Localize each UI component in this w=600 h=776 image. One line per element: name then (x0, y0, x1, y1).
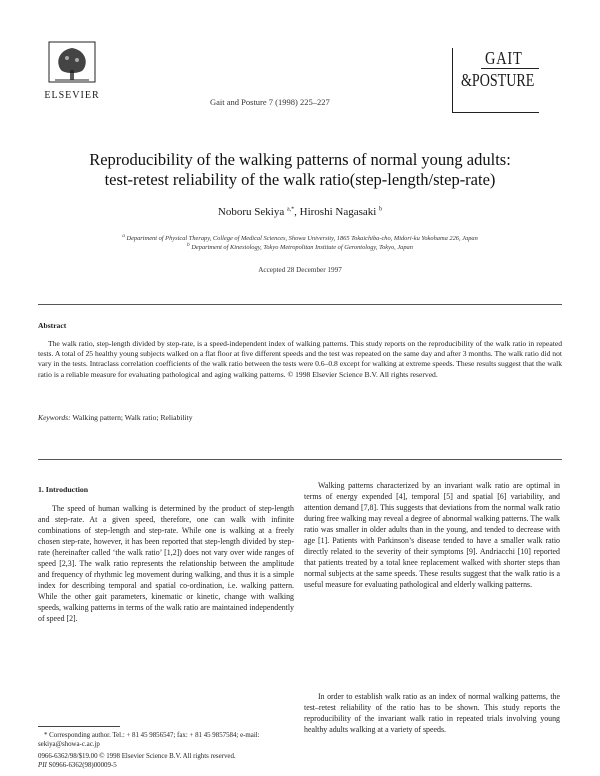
journal-logo-divider (481, 68, 539, 69)
abstract-text: The walk ratio, step-length divided by step-rate, is a speed-independent index of walking patterns. This study reports on the reproducibility of the walk ratio in repeated tests. A total of 25 healthy young subjects walked on a flat floor at five different speeds and the test was repeated on the same day and after 3 months. The walk ratio did not vary in the tests. Intraclass correlation coefficients of the walk ratio between the tests were 0.6–0.8 except for walking at extreme speeds. These results suggest that the walk ratio is a reliable measure for evaluating pathological and aging walking patterns. © 1998 Elsevier Science B.V. All rights reserved. (38, 339, 562, 379)
affiliation-b (40, 242, 560, 251)
paper-title (40, 150, 560, 190)
author-list (40, 206, 560, 218)
abstract-heading: Abstract (38, 321, 67, 330)
accepted-date: Accepted 28 December 1997 (258, 266, 342, 274)
publisher-name: ELSEVIER (44, 90, 100, 101)
journal-logo-line1: GAIT (485, 48, 523, 68)
copyright-line: 0966-6362/98/$19.00 © 1998 Elsevier Science B.V. All rights reserved. (38, 753, 236, 760)
author-1: Noboru Sekiya (217, 206, 285, 218)
affiliation-a-mark: a (122, 233, 125, 239)
introduction-paragraph: The speed of human walking is determined by the product of step-length and step-rate. At a given speed, therefore, one can walk with infinite combinations of step-length and step-rate. While one is walking at a freely chosen step-rate, however, it has been reported that step-length divided by step-rate (hereinafter called ‘the walk ratio’ [1,2]) does not vary over wide ranges of speed [2,3]. The walk ratio represents the relationship between the amplitude and frequency of rhythmic leg movement during walking, and thus it is a simple index for describing temporal and spatial co-ordination, i.e. walking pattern. While the other gait parameters, kinematic or kinetic, change with walking speeds, walking patterns in terms of the walk ratio are maintained independently of speed [2]. (38, 504, 294, 623)
elsevier-logo (38, 40, 106, 110)
divider-top (38, 304, 562, 305)
pii-line (38, 762, 117, 769)
author-2-marks: b (379, 206, 383, 213)
affiliation-a (40, 233, 560, 242)
keywords-label: Keywords: (38, 413, 71, 422)
section-heading-introduction: 1. Introduction (38, 485, 89, 494)
pii-value: S0966-6362(98)00009-5 (48, 762, 117, 769)
keywords-text: Walking pattern; Walk ratio; Reliability (72, 413, 193, 422)
paper-title-line2: test-retest reliability of the walk ratio(step-length/step-rate) (104, 170, 496, 189)
right-column-paragraph-2: In order to establish walk ratio as an index of normal walking patterns, the test–retest reliability of the ratio has to be shown. This study reports the reproducibility of the invariant walk ratio in repeated trials involving young healthy adults walking at a variety of speeds. (304, 692, 560, 734)
author-1-marks: a,* (286, 206, 295, 213)
journal-logo-line2: &POSTURE (461, 70, 535, 90)
elsevier-tree-icon (47, 40, 97, 84)
right-column-paragraph-1: Walking patterns characterized by an invariant walk ratio are optimal in terms of energy expended [4], temporal [5] and spatial [6] variability, and attention demand [7,8]. This suggests that deviations from the normal walk ratio during free walking may reveal a degree of abnormal walking patterns. The walk ratio was smaller in older adults than in the young, and tended to decrease with age [1]. Patients with Parkinson’s disease tended to have a smaller walk ratio directly related to the severity of their symptoms [9]. Andriacchi [10] reported that patients treated by a total knee replacement walked with shorter steps than normal subjects at the same speeds. These results suggest that the walk ratio is a useful measure for evaluating pathological and elderly walking patterns. (304, 481, 560, 589)
journal-reference: Gait and Posture 7 (1998) 225–227 (210, 97, 330, 107)
affiliation-b-text: Department of Kinesiology, Tokyo Metropolitan Institute of Gerontology, Tokyo, Japan (191, 244, 413, 252)
paper-title-line1: Reproducibility of the walking patterns of normal young adults: (89, 150, 511, 169)
affiliation-b-mark: b (187, 242, 190, 248)
journal-logo (452, 48, 539, 113)
footnote-rule (38, 726, 120, 727)
divider-bottom (38, 459, 562, 460)
corresponding-author-footnote: * Corresponding author. Tel.: + 81 45 9856547; fax: + 81 45 9857584; e-mail: sekiya@showa-c.ac.jp (38, 732, 260, 748)
author-separator: , (294, 206, 300, 218)
author-2: Hiroshi Nagasaki (299, 206, 377, 218)
keywords (38, 413, 193, 422)
pii-label: PII (38, 762, 47, 769)
affiliation-a-text: Department of Physical Therapy, College of Medical Sciences, Showa University, 1865 Tokaichiba-cho, Midori-ku Yokohama 226, Japan (126, 235, 478, 243)
